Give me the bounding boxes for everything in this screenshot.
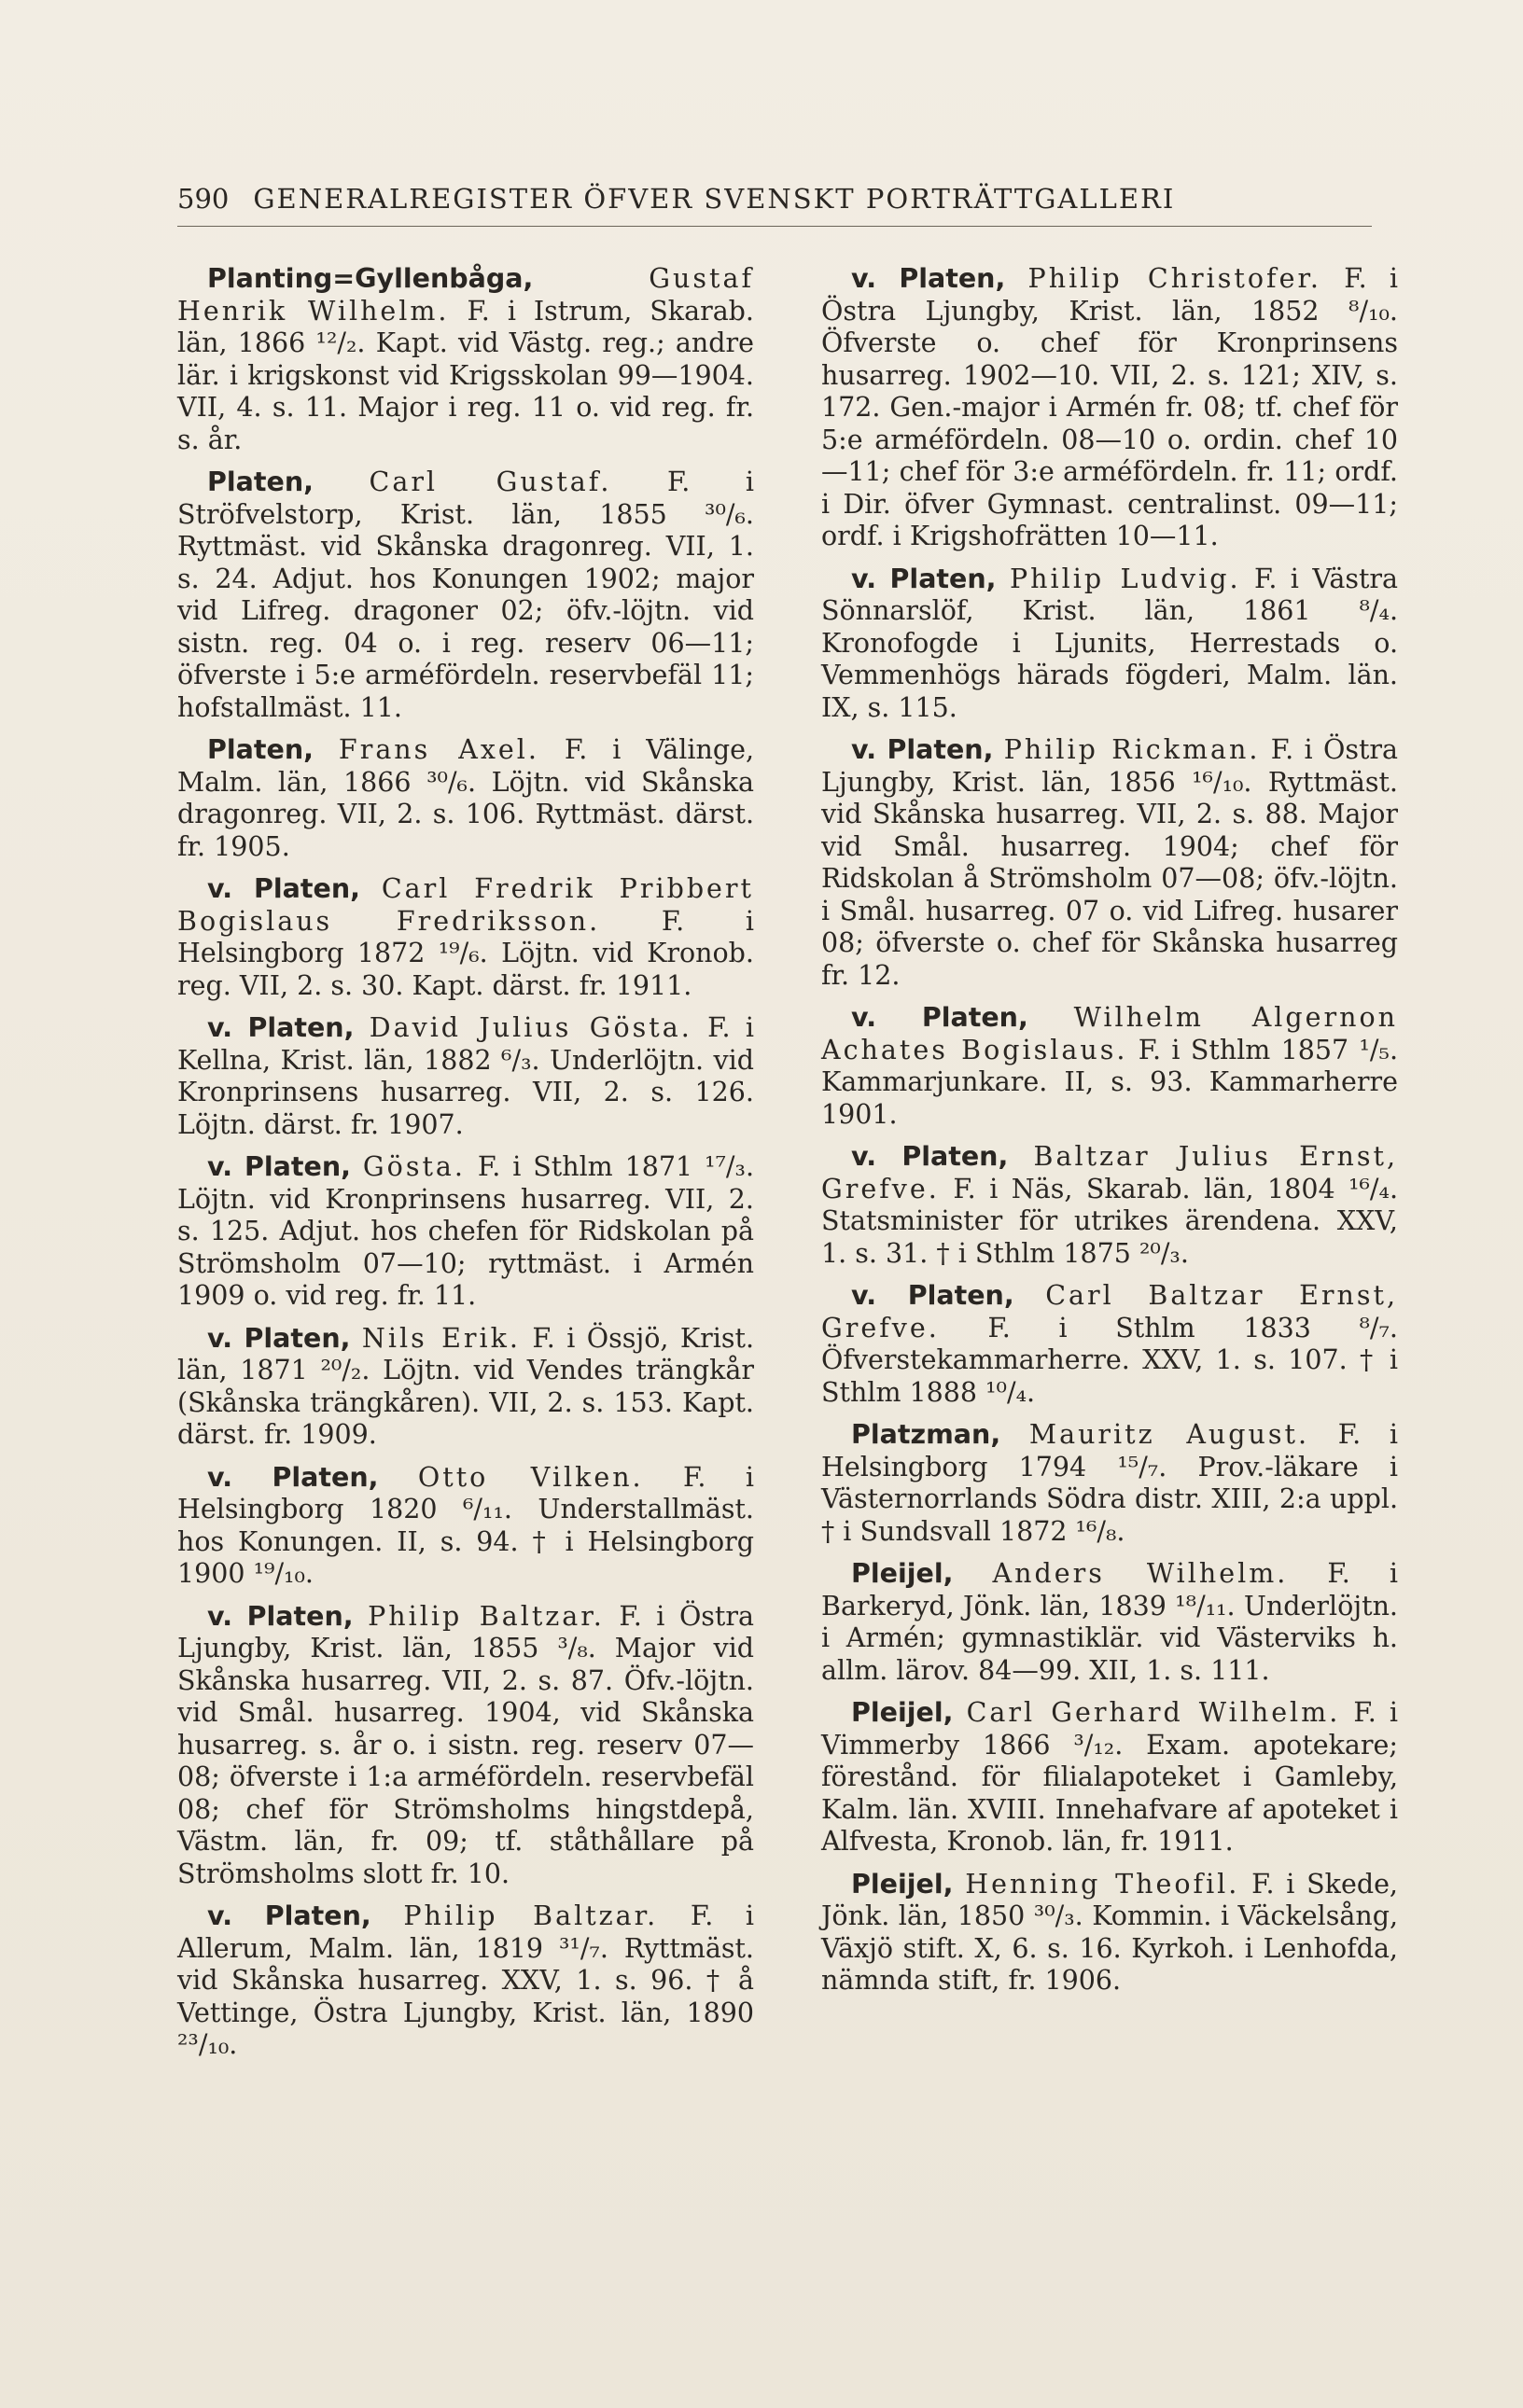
- entry-text: F. i Sthlm 1857 ¹/₅. Kammarjunkare. II, s. 93. Kammarherre 1901.: [821, 1034, 1399, 1130]
- page-number: 590: [177, 183, 230, 215]
- entry-prefix: v.: [851, 1002, 877, 1033]
- entry-text: F. i Östra Ljungby, Krist. län, 1856 ¹⁶/₁₀. Ryttmäst. vid Skånska husarreg. VII, 2. s. 88. Major vid Smål. husarreg. 1904; chef för Ridskolan å Strömsholm 07—08; öfv.-löjtn. i Smål. husarreg. 07 o. vid Lifreg. husarer 08; öfverste o. chef för Skånska husarreg fr. 12.: [821, 734, 1399, 991]
- entry-surname: Platen,: [272, 1461, 379, 1493]
- entry-text: F. i Sthlm 1871 ¹⁷/₃. Löjtn. vid Kronprinsens husarreg. VII, 2. s. 125. Adjut. hos chefen för Ridskolan på Strömsholm 07—10; ryttmäst. i Armén 1909 o. vid reg. fr. 11.: [177, 1151, 755, 1311]
- register-entry: [821, 1419, 1398, 1548]
- entry-given-names: Frans Axel.: [338, 734, 539, 765]
- entry-given-names: Carl Gustaf.: [369, 466, 612, 497]
- entry-surname: Pleijel,: [851, 1558, 954, 1589]
- entry-text: F. i Västra Sönnarslöf, Krist. län, 1861 ⁸/₄. Kronofogde i Ljunits, Herrestads o. Vemmenhögs härads fögderi, Malm. län. IX, s. 115.: [821, 563, 1399, 723]
- entry-given-names: Mauritz August.: [1028, 1419, 1310, 1450]
- entry-prefix: v.: [207, 1322, 233, 1354]
- register-entry: [177, 734, 754, 863]
- register-entry: [177, 1012, 754, 1141]
- entry-text: F. i Östra Ljungby, Krist. län, 1855 ³/₈. Major vid Skånska husarreg. VII, 2. s. 87. Öfv.-löjtn. vid Smål. husarreg. 1904, vid Skånska husarreg. s. år o. i sistn. reg. reserv 07—08; öfverste i 1:a arméfördeln. reservbefäl 08; chef för Strömsholms hingstdepå, Västm. län, fr. 09; tf. ståthållare på Strömsholms slott fr. 10.: [177, 1600, 754, 1889]
- entry-surname: Platen,: [887, 734, 994, 765]
- entry-prefix: v.: [851, 1280, 877, 1311]
- header-rule: [177, 226, 1372, 227]
- entry-given-names: Carl Baltzar Ernst, Grefve.: [821, 1280, 1399, 1343]
- entry-given-names: Philip Ludvig.: [1009, 563, 1241, 594]
- entry-given-names: Gustaf Henrik Wilhelm.: [177, 263, 754, 327]
- entry-surname: Platen,: [244, 1322, 351, 1354]
- entry-text: F. i Helsingborg 1872 ¹⁹/₆. Löjtn. vid Kronob. reg. VII, 2. s. 30. Kapt. därst. fr. 1911.: [177, 905, 754, 1001]
- entry-prefix: v.: [207, 873, 233, 904]
- entry-text: F. i Össjö, Krist. län, 1871 ²⁰/₂. Löjtn. vid Vendes trängkår (Skånska trängkåren). VII, 2. s. 153. Kapt. därst. fr. 1909.: [177, 1322, 755, 1450]
- entry-surname: Platen,: [207, 466, 314, 497]
- entry-prefix: v.: [851, 563, 877, 594]
- entry-given-names: David Julius Gösta.: [369, 1012, 692, 1043]
- register-entry: [177, 466, 754, 724]
- entry-surname: Platen,: [264, 1900, 371, 1931]
- entry-text: F. i Helsingborg 1794 ¹⁵/₇. Prov.-läkare i Västernorrlands Södra distr. XIII, 2:a uppl. † i Sundsvall 1872 ¹⁶/₈.: [821, 1419, 1398, 1547]
- entry-surname: Platen,: [247, 1012, 355, 1043]
- register-entry: [821, 564, 1398, 725]
- entry-prefix: v.: [207, 1600, 233, 1632]
- register-entry: [177, 1323, 754, 1452]
- entry-text: F. i Istrum, Skarab. län, 1866 ¹²/₂. Kapt. vid Västg. reg.; andre lär. i krigskonst vid Krigsskolan 99—1904. VII, 4. s. 11. Major i reg. 11 o. vid reg. fr. s. år.: [177, 295, 754, 455]
- entry-text: F. i Allerum, Malm. län, 1819 ³¹/₇. Ryttmäst. vid Skånska husarreg. XXV, 1. s. 96. † å Vettinge, Östra Ljungby, Krist. län, 1890 ²³/₁₀.: [177, 1900, 755, 2060]
- entry-given-names: Philip Rickman.: [1003, 734, 1261, 765]
- entry-prefix: v.: [207, 1900, 233, 1931]
- entry-given-names: Philip Baltzar.: [368, 1600, 605, 1632]
- entry-given-names: Anders Wilhelm.: [992, 1558, 1289, 1589]
- entry-surname: Platen,: [246, 1600, 354, 1632]
- entry-surname: Pleijel,: [851, 1697, 954, 1728]
- entry-surname: Platen,: [245, 1151, 351, 1182]
- register-entry: [177, 1151, 754, 1313]
- entry-given-names: Philip Baltzar.: [403, 1900, 659, 1931]
- page-header: [177, 183, 1334, 215]
- register-entry: [177, 263, 754, 456]
- entry-surname: Platen,: [901, 1141, 1009, 1172]
- entry-text: F. i Östra Ljungby, Krist. län, 1852 ⁸/₁₀. Öfverste o. chef för Kronprinsens husarreg. 1902—10. VII, 2. s. 121; XIV, s. 172. Gen.-major i Armén fr. 08; tf. chef för 5:e arméfördeln. 08—10 o. ordin. chef 10—11; chef för 3:e arméfördeln. fr. 11; ordf. i Dir. öfver Gymnast. centralinst. 09—11; ordf. i Krigshofrätten 10—11.: [821, 263, 1398, 551]
- entry-given-names: Gösta.: [362, 1151, 466, 1182]
- register-entry: [177, 1462, 754, 1591]
- left-column: [177, 263, 754, 2072]
- entry-surname: Platen,: [207, 734, 314, 765]
- entry-given-names: Otto Vilken.: [417, 1461, 644, 1493]
- entry-text: F. i Helsingborg 1820 ⁶/₁₁. Understallmäst. hos Konungen. II, s. 94. † i Helsingborg 1900 ¹⁹/₁₀.: [177, 1461, 754, 1589]
- entry-prefix: v.: [851, 1141, 877, 1172]
- entry-surname: Platen,: [907, 1280, 1014, 1311]
- entry-text: F. i Näs, Skarab. län, 1804 ¹⁶/₄. Statsminister för utrikes ärendena. XXV, 1. s. 31. † i Sthlm 1875 ²⁰/₃.: [821, 1173, 1399, 1269]
- register-entry: [177, 1601, 754, 1891]
- running-title: GENERALREGISTER ÖFVER SVENSKT PORTRÄTTGALLERI: [253, 183, 1176, 215]
- entry-text: F. i Sthlm 1833 ⁸/₇. Öfverstekammarherre. XXV, 1. s. 107. † i Sthlm 1888 ¹⁰/₄.: [821, 1312, 1398, 1408]
- entry-text: F. i Skede, Jönk. län, 1850 ³⁰/₃. Kommin. i Väckelsång, Växjö stift. X, 6. s. 16. Kyrkoh. i Lenhofda, nämnda stift, fr. 1906.: [821, 1868, 1398, 1996]
- entry-given-names: Carl Gerhard Wilhelm.: [966, 1697, 1341, 1728]
- register-entry: [177, 1900, 754, 2062]
- register-entry: [821, 1141, 1398, 1270]
- entry-given-names: Baltzar Julius Ernst, Grefve.: [821, 1141, 1399, 1204]
- entry-text: F. i Ströfvelstorp, Krist. län, 1855 ³⁰/₆. Ryttmäst. vid Skånska dragonreg. VII, 1. s. 24. Adjut. hos Konungen 1902; major vid Lifreg. dragoner 02; öfv.-löjtn. vid sistn. reg. 04 o. i reg. reserv 06—11; öfverste i 5:e arméfördeln. reservbefäl 11; hofstallmäst. 11.: [177, 466, 754, 723]
- register-entry: [177, 873, 754, 1002]
- register-entry: [821, 263, 1398, 553]
- right-column: [821, 263, 1398, 2008]
- entry-text: F. i Vimmerby 1866 ³/₁₂. Exam. apotekare; förestånd. för filialapoteket i Gamleby, Kalm. län. XVIII. Innehafvare af apoteket i Alfvesta, Kronob. län, fr. 1911.: [821, 1697, 1399, 1857]
- entry-surname: Planting=Gyllenbåga,: [207, 263, 534, 294]
- entry-prefix: v.: [207, 1012, 233, 1043]
- register-entry: [821, 1280, 1398, 1409]
- register-entry: [821, 1558, 1398, 1687]
- register-entry: [821, 1697, 1398, 1858]
- entry-text: F. i Barkeryd, Jönk. län, 1839 ¹⁸/₁₁. Underlöjtn. i Armén; gymnastiklär. vid Västerviks h. allm. lärov. 84—99. XII, 1. s. 111.: [821, 1558, 1398, 1686]
- entry-surname: Platzman,: [851, 1419, 1001, 1450]
- entry-prefix: v.: [851, 734, 877, 765]
- entry-surname: Pleijel,: [851, 1868, 954, 1900]
- entry-prefix: v.: [851, 263, 877, 294]
- entry-surname: Platen,: [899, 263, 1006, 294]
- entry-text: F. i Kellna, Krist. län, 1882 ⁶/₃. Underlöjtn. vid Kronprinsens husarreg. VII, 2. s. 126. Löjtn. därst. fr. 1907.: [177, 1012, 754, 1140]
- entry-surname: Platen,: [253, 873, 360, 904]
- register-entry: [821, 1002, 1398, 1131]
- entry-prefix: v.: [207, 1151, 233, 1182]
- entry-text: F. i Välinge, Malm. län, 1866 ³⁰/₆. Löjtn. vid Skånska dragonreg. VII, 2. s. 106. Ryttmäst. därst. fr. 1905.: [177, 734, 754, 862]
- entry-given-names: Wilhelm Algernon Achates Bogislaus.: [821, 1002, 1398, 1065]
- entry-surname: Platen,: [921, 1002, 1028, 1033]
- entry-given-names: Carl Fredrik Pribbert Bogislaus Fredriksson.: [177, 873, 755, 937]
- entry-given-names: Philip Christofer.: [1027, 263, 1321, 294]
- entry-prefix: v.: [207, 1461, 233, 1493]
- register-entry: [821, 734, 1398, 992]
- entry-given-names: Henning Theofil.: [965, 1868, 1240, 1900]
- entry-given-names: Nils Erik.: [361, 1322, 521, 1354]
- entry-surname: Platen,: [889, 563, 997, 594]
- register-entry: [821, 1869, 1398, 1997]
